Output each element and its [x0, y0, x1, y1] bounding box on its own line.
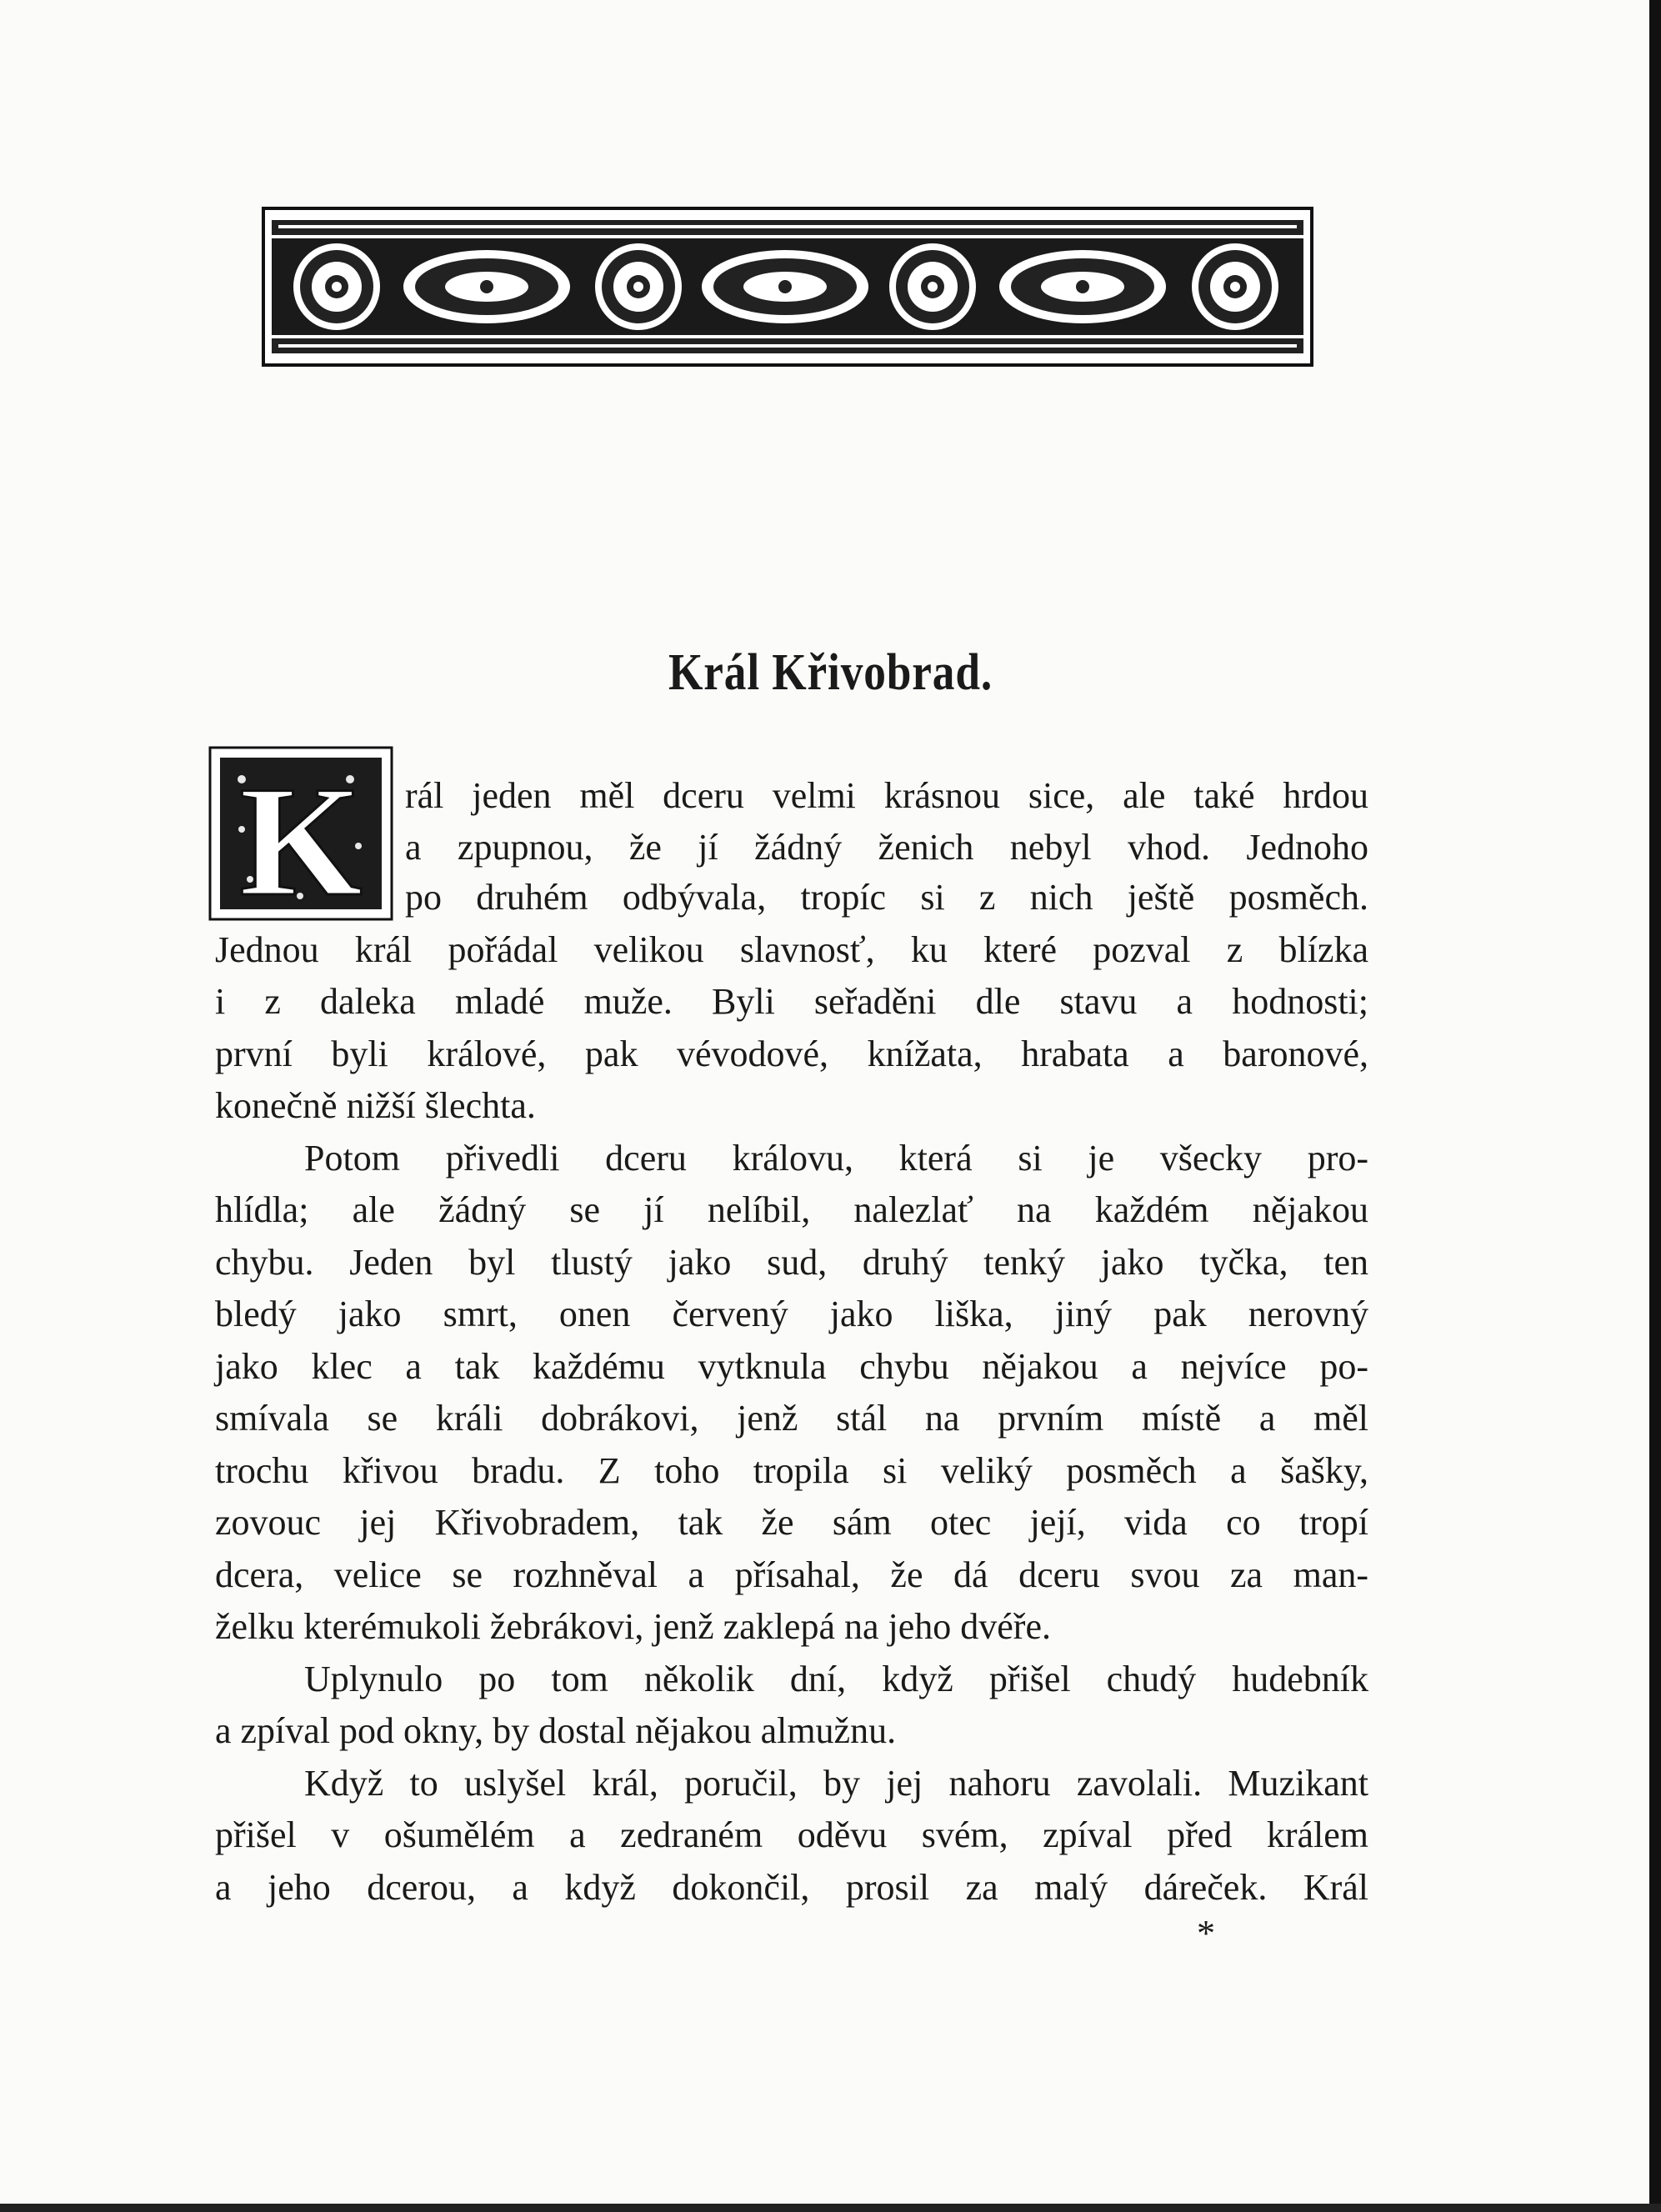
oval-ornament-icon — [403, 250, 570, 323]
oval-ornament-icon — [999, 250, 1166, 323]
text-line: smívala se králi dobrákovi, jenž stál na prvním místě a měl — [215, 1398, 1368, 1439]
text-line: i z daleka mladé muže. Byli seřaděni dle stavu a hodnosti; — [215, 981, 1368, 1022]
text-line: bledý jako smrt, onen červený jako liška, jiný pak nerovný — [215, 1294, 1368, 1334]
text-line: a zpíval pod okny, by dostal nějakou almužnu. — [215, 1710, 897, 1751]
text-line: zovouc jej Křivobradem, tak že sám otec její, vida co tropí — [215, 1502, 1368, 1543]
text-line: po druhém odbývala, tropíc si z nich ještě posměch. — [405, 877, 1368, 918]
rosette-icon — [1192, 243, 1278, 330]
text-line: želku kterémukoli žebrákovi, jenž zaklepá na jeho dvéře. — [215, 1606, 1051, 1647]
text-line: dcera, velice se rozhněval a přísahal, že dá dceru svou za man- — [215, 1554, 1368, 1595]
dropcap-letter: K — [239, 754, 363, 921]
story-title: Král Křivobrad. — [668, 644, 993, 701]
text-line: Jednou král pořádal velikou slavnosť, ku které pozval z blízka — [215, 929, 1368, 970]
decorative-initial — [208, 746, 393, 921]
rosette-icon — [595, 243, 682, 330]
text-line: a zpupnou, že jí žádný ženich nebyl vhod. Jednoho — [405, 827, 1368, 868]
text-line: jako klec a tak každému vytknula chybu nějakou a nejvíce po- — [215, 1346, 1368, 1387]
scan-edge-right — [1649, 0, 1661, 2212]
text-line: Když to uslyšel král, poručil, by jej nahoru zavolali. Muzikant — [304, 1763, 1368, 1804]
rosette-icon — [889, 243, 976, 330]
scan-edge-bottom — [0, 2204, 1661, 2212]
text-line: trochu křivou bradu. Z toho tropila si veliký posměch a šašky, — [215, 1450, 1368, 1491]
text-line: a jeho dcerou, a když dokončil, prosil za malý dáreček. Král — [215, 1867, 1368, 1908]
text-line: konečně nižší šlechta. — [215, 1085, 536, 1126]
oval-ornament-icon — [702, 250, 868, 323]
ornamental-header-band — [262, 207, 1313, 367]
text-line: první byli králové, pak vévodové, knížata, hrabata a baronové, — [215, 1033, 1368, 1074]
text-line: Uplynulo po tom několik dní, když přišel chudý hudebník — [304, 1659, 1368, 1699]
text-line: přišel v ošumělém a zedraném oděvu svém, zpíval před králem — [215, 1814, 1368, 1855]
text-line: Potom přivedli dceru královu, která si je všecky pro- — [304, 1138, 1368, 1179]
text-line: rál jeden měl dceru velmi krásnou sice, ale také hrdou — [405, 775, 1368, 816]
text-line: chybu. Jeden byl tlustý jako sud, druhý tenký jako tyčka, ten — [215, 1242, 1368, 1283]
signature-mark: * — [1197, 1913, 1215, 1954]
rosette-icon — [293, 243, 380, 330]
text-line: hlídla; ale žádný se jí nelíbil, nalezlať na každém nějakou — [215, 1189, 1368, 1230]
